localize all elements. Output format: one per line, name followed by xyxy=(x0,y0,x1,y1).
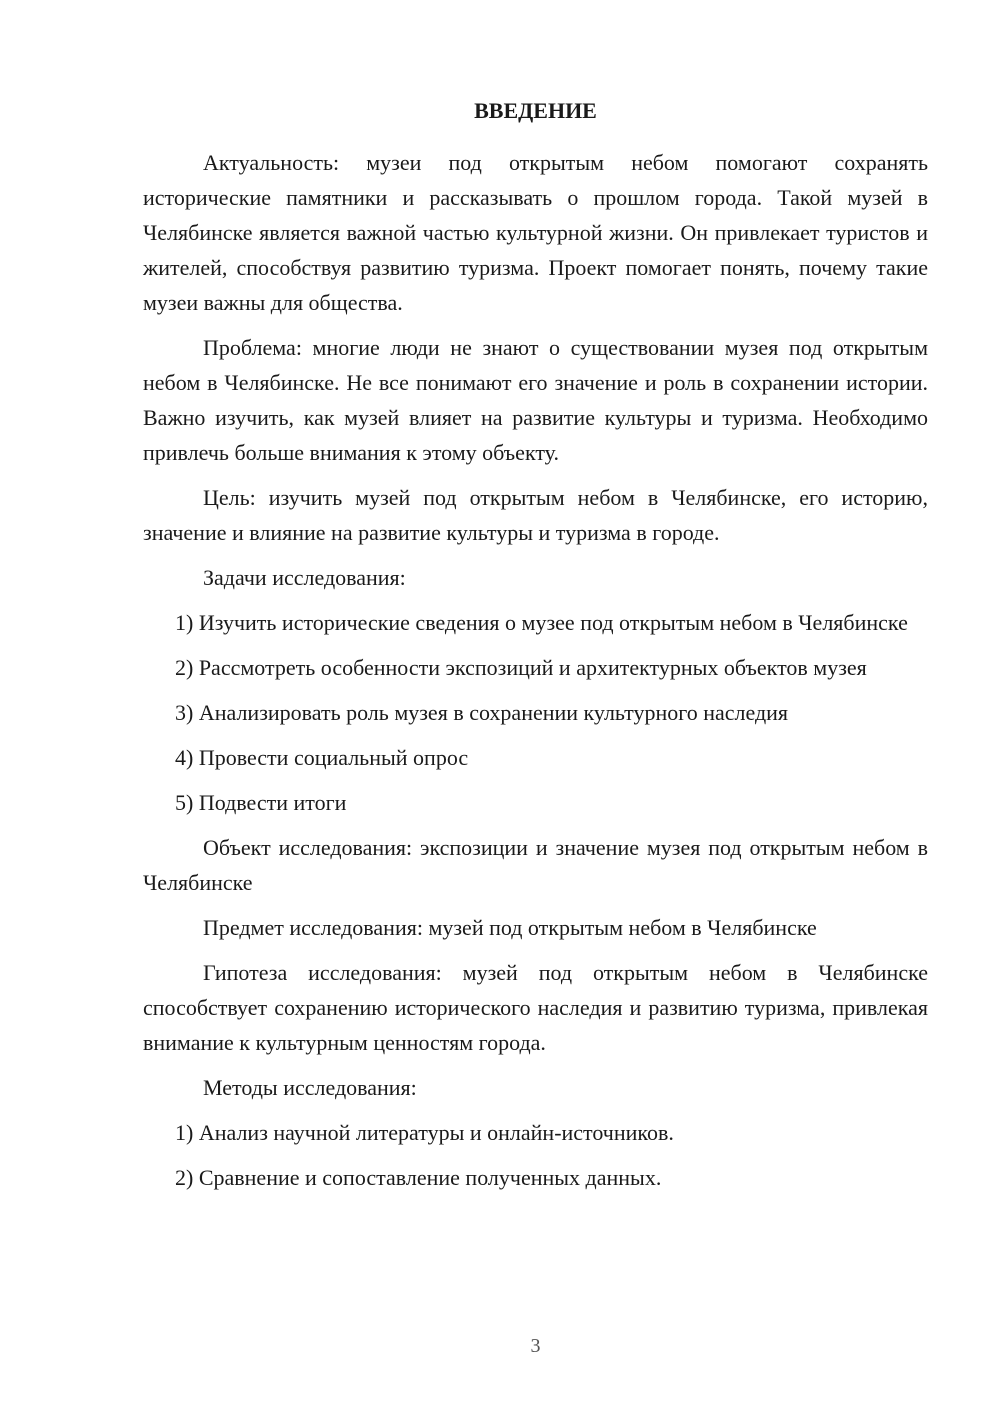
paragraph-hypothesis: Гипотеза исследования: музей под открытым небом в Челябинске способствует сохранению исторического наследия и развитию туризма, привлекая внимание к культурным ценностям города. xyxy=(143,960,928,1055)
paragraph-object: Объект исследования: экспозиции и значение музея под открытым небом в Челябинске xyxy=(143,835,928,895)
page-number: 3 xyxy=(530,1335,541,1357)
list-item-task-5: 5) Подвести итоги xyxy=(175,790,347,815)
list-item-task-2: 2) Рассмотреть особенности экспозиций и архитектурных объектов музея xyxy=(175,655,867,680)
page-title: ВВЕДЕНИЕ xyxy=(474,98,597,123)
document-page xyxy=(143,0,928,1414)
list-item-task-4: 4) Провести социальный опрос xyxy=(175,745,469,770)
paragraph-goal: Цель: изучить музей под открытым небом в Челябинске, его историю, значение и влияние на развитие культуры и туризма в городе. xyxy=(143,485,928,545)
methods-heading: Методы исследования: xyxy=(203,1075,417,1100)
paragraph-problem: Проблема: многие люди не знают о существовании музея под открытым небом в Челябинске. Не все понимают его значение и роль в сохранении истории. Важно изучить, как музей влияет на развитие культуры и туризма. Необходимо привлечь больше внимания к этому объекту. xyxy=(143,335,928,465)
list-item-method-2: 2) Сравнение и сопоставление полученных данных. xyxy=(175,1165,662,1190)
list-item-task-1: 1) Изучить исторические сведения о музее под открытым небом в Челябинске xyxy=(175,610,908,635)
paragraph-relevance: Актуальность: музеи под открытым небом помогают сохранять исторические памятники и рассказывать о прошлом города. Такой музей в Челябинске является важной частью культурной жизни. Он привлекает туристов и жителей, способствуя развитию туризма. Проект помогает понять, почему такие музеи важны для общества. xyxy=(143,150,928,315)
list-item-method-1: 1) Анализ научной литературы и онлайн-источников. xyxy=(175,1120,674,1145)
document-body xyxy=(143,145,928,1205)
list-item-task-3: 3) Анализировать роль музея в сохранении культурного наследия xyxy=(175,700,789,725)
paragraph-subject: Предмет исследования: музей под открытым небом в Челябинске xyxy=(203,915,817,940)
tasks-heading: Задачи исследования: xyxy=(203,565,406,590)
